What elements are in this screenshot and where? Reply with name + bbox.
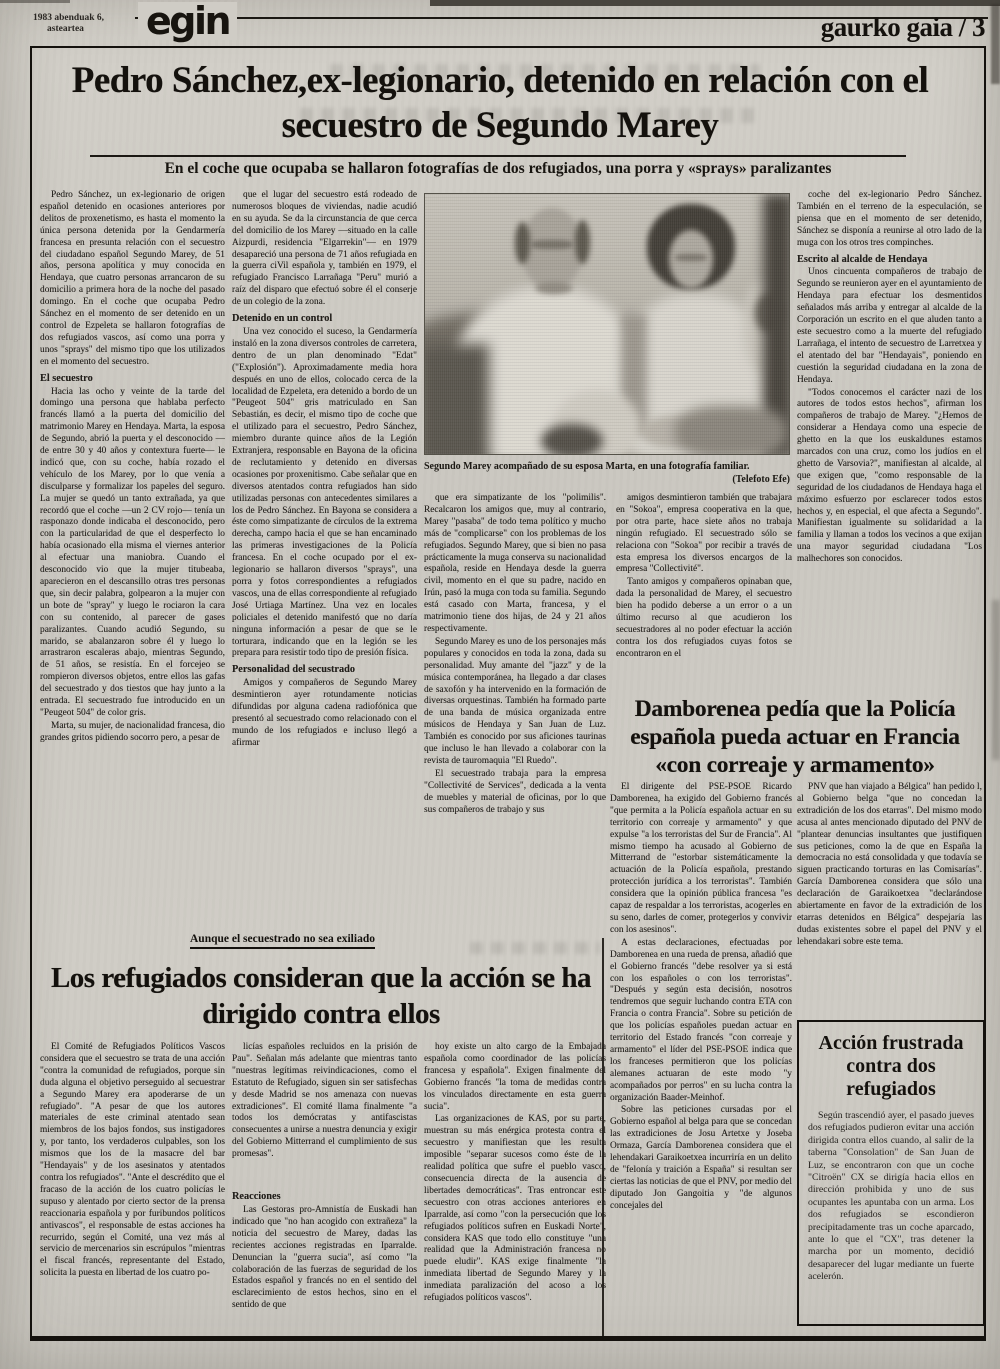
damborenea-column-2: [797, 782, 982, 1010]
scan-artifact-right2: [992, 600, 1000, 760]
paragraph: El dirigente del PSE-PSOE Ricardo Damborenea, ha exigido del Gobierno francés "que permita a la Policía española actuar en su territorio con correaje y armamento" y que expulse "a los terroristas del Sur de Francia". Al mismo tiempo ha acusado al Gobierno de Mitterrand de "estorbar sistemáticamente la actuación de la Policía española, prestando protección jurídica a los terroristas". También considera que la opinión pública francesa "es capaz de respaldar a los terroristas, acogerles en su seno, darles de comer, protegerlos y convivir con los asesinos".: [610, 782, 792, 935]
paragraph: que era simpatizante de los "polimilis". Recalcaron los amigos que, muy al contrario, Marey "pasaba" de todo tema político y mucho más de "complicarse" con los problemas de los refugiados. Segundo Marey, que si bien no pasa prácticamente la muga conserva su nacionalidad española, reside en Hendaya desde la guerra civil, momento en el que su padre, nacido en Irún, pasó la muga con toda su familia. Segundo está casado con Marta, francesa, y el matrimonio tiene dos hijas, de 24 y 21 años respectivamente.: [424, 493, 606, 634]
paragraph: Sobre las peticiones cursadas por el Gobierno español al belga para que se concedan las extradiciones de Josu Artetxe y Joseba Ormaza, García Damborenea considera que el lehendakari Garaikoetxea incurriría en un delito de "felonía y traición a España" si resultan ser ciertas las noticias de que el PNV, por medio del diputado Jon Gangoitia y "de algunos concejales del: [610, 1105, 792, 1211]
lead-column-2: [232, 190, 417, 922]
paragraph: Hacia las ocho y veinte de la tarde del domingo una persona que hablaba perfecto francés llamó a la puerta del domicilio del matrimonio Marey en Hendaya. Marta, la esposa de Segundo, abrió la puerta y el desconocido —de entre 30 y 40 años y contextura fuerte— le indicó que, con su coche, había rozado el vehículo de los Marey, por lo que venía a disculparse y formalizar los papeles del seguro. La mujer se quedó un tanto extrañada, ya que recordó que el coche —un 2 CV rojo— tenía un rasponazo donde indicaba el desconocido, pero con la particularidad de que el desperfecto lo había ocasionado ella misma el viernes anterior al efectuar una maniobra. Cuando el desconocido vio que la mujer titubeaba, aparecieron en el descansillo otras tres personas que, sin decir palabra, golpearon a la mujer con un bote de "spray" y luego le rociaron la cara con su contenido, al parecer de gases paralizantes. Cuando acudió Segundo, su marido, se abalanzaron sobre él y luego lo arrastraron escaleras abajo, mientras Segundo, de 51 años, se resistía. En el forcejeo se rompieron diversos objetos, entre ellos las gafas del secuestrado y dos tiestos que hay junto a la entrada. El secuestrado fue introducido en un "Peugeot 504" de color gris.: [40, 386, 225, 718]
damborenea-column-1: [610, 782, 792, 1334]
paragraph: "Todos conocemos el carácter nazi de los autores de todos estos hechos", afirman los compañeros de trabajo de Marey. "¿Hemos de considerar a Hendaya como una especie de ghetto en la que los euskaldunes estamos marcados con una cruz, como los judíos en el ghetto de Varsovia?", manifiestan al alcalde, al que exigen que, "como responsable de la seguridad de los ciudadanos de Hendaya haga el máximo esfuerzo por esclarecer todos estos hechos y, en especial, el que afecta a Segundo". Manifiestan igualmente su solidaridad a la familia y llaman a todos los vecinos a que exijan una mayor seguridad ciudadana "Los malhechores son conocidos.: [797, 387, 982, 565]
paragraph: PNV que han viajado a Bélgica" han pedido l, al Gobierno belga "que no concedan la extradición de los dos etarras". Del mismo modo acusa al antes mencionado diputado del PNV de "plantear denuncias insultantes que justifiquen sus peticiones, como la de que en España la democracia no está consolidada y que todavía se siguen practicando torturas en las Comisarías". García Damborenea considera que sólo una declaración de Garaikoetxea "declarándose abiertamente en favor de la extradición de los etarras detenidos en Bélgica" despejaría las dudas existentes sobre el papel del PNV y el lehendakari sobre este tema.: [797, 782, 982, 947]
subhead-rule: [90, 155, 906, 157]
subhead-detenido-control: Detenido en un control: [232, 313, 333, 325]
subhead-el-secuestro: El secuestro: [40, 372, 93, 384]
lead-column-4: [616, 493, 792, 689]
scan-artifact-corner: [0, 0, 70, 3]
paragraph: hoy existe un alto cargo de la Embajada española como coordinador de las policías francesa y española". Exigen finalmente del Gobierno francés "la toma de medidas contra los vinculados directamente en esta guerra sucia".: [424, 1042, 606, 1112]
lead-column-5: [797, 190, 982, 690]
paragraph: Marta, su mujer, de nacionalidad francesa, dio grandes gritos pidiendo socorro pero, a pesar de: [40, 720, 225, 743]
photo-caption: Segundo Marey acompañado de su esposa Marta, en una fotografía familiar.: [424, 461, 750, 472]
ink-bleed: [470, 942, 600, 954]
refugees-column-1: [40, 1042, 225, 1334]
refugees-column-3: [424, 1042, 606, 1334]
paragraph: que el lugar del secuestro está rodeado de numerosos bloques de viviendas, nadie acudió en su ayuda. Se da la circunstancia de que cerca del domicilio de los Marey —situado en la calle Aizpurdi, residencia "Elgarrekin"— en 1979 desapareció una persona de 71 años refugiada en la guerra ciVil española y, también en 1979, el refugiado Francisco Larrañaga "Peru" murió a raíz del disparo que efectuó sobre él el conserje de un colegio de la zona.: [232, 190, 417, 308]
lead-column-1: [40, 190, 225, 922]
paragraph: amigos desmintieron también que trabajara en "Sokoa", empresa cooperativa en la que, por otra parte, hace siete años no trabaja ningún refugiado. El secuestrado sólo se relaciona con "Sokoa" por recibir a través de esta empresa los diversos encargos de la empresa "Collectivité".: [616, 493, 792, 575]
paragraph: Las Gestoras pro-Amnistía de Euskadi han indicado que "no han acogido con extrañeza" la noticia del secuestro de Marey, dadas las recientes acciones registradas en Iparralde. Denuncian la "guerra sucia", así como "la colaboración de las fuerzas de seguridad de los Estados español y francés no en el sentido del esclarecimiento de estos hechos, sino en el sentido de que: [232, 1204, 417, 1311]
photo-credit: (Telefoto Efe): [732, 474, 790, 485]
paragraph: Las organizaciones de KAS, por su parte, muestran su más enérgica protesta contra el secuestro y manifiestan que les resulta imposible "separar sucesos como éste de la realidad política que sufre el pueblo vasco, consecuencia directa de la ausencia de libertades democráticas". Tras entroncar este secuestro con otras acciones anteriores en Iparralde, así como "con la persecución que los refugiados políticos sufren en Euskadi Norte", considera KAS que todo ello constituye "una realidad que la Administración francesa no puede eludir". KAS exige finalmente "la inmediata libertad de Segundo Marey y la inmediata paralización del acoso a los refugiados políticos vascos".: [424, 1114, 606, 1304]
paragraph: Según trascendió ayer, el pasado jueves dos refugiados pudieron evitar una acción dirigida contra ellos cuando, al salir de la taberna "Consolation" de San Juan de Luz, se encontraron con que un coche "Citroën" CX se dirigía hacia ellos en dirección prohibida y uno de sus ocupantes les apuntaba con un arma. Los dos refugiados se escondieron precipitadamente tras un coche aparcado, ante lo que el "CX", tras detener la marcha por un momento, decidió desaparecer del lugar mediante un fuerte acelerón.: [808, 1110, 974, 1283]
refugees-kicker: Aunque el secuestrado no sea exiliado: [190, 933, 375, 949]
subhead-personalidad: Personalidad del secustrado: [232, 664, 355, 676]
masthead-date: [33, 13, 143, 34]
paragraph: Amigos y compañeros de Segundo Marey desmintieron ayer rotundamente noticias difundidas por alguna cadena radiofónica que presentó al secuestrado como relacionado con el mundo de los refugiados e incluso llegó a afirmar: [232, 678, 417, 748]
paragraph: licías españoles recluidos en la prisión de Pau". Señalan más adelante que mientras tanto "nuestras legítimas reivindicaciones, como el Estatuto de Refugiado, siguen sin ser satisfechas y desde Madrid se nos amenaza con nuevas extradiciones". El comité llama finalmente "a todos los demócratas y antifascistas consecuentes a unirse a nuestra denuncia y exigir del Gobierno Mitterrand el cumplimiento de sus promesas".: [232, 1042, 417, 1160]
subhead-escrito-alcalde: Escrito al alcalde de Hendaya: [797, 253, 928, 265]
date-line1: 1983 abenduak 6,: [33, 13, 105, 23]
damborenea-headline: Damborenea pedía que la Policía española pueda actuar en Francia «con correaje y armamento»: [630, 696, 960, 778]
refugees-column-2: [232, 1042, 417, 1334]
family-photo: [424, 193, 790, 455]
paragraph: Pedro Sánchez, un ex-legionario de origen español detenido en ocasiones anteriores por delitos de proxenetismo, es hasta el momento la única persona detenida por la Gendarmería francesa en presunta relación con el secuestro del ciudadano español Segundo Marey, de 51 años, persona apolítica y muy conocida en Hendaya, que cuatro personas arrancaron de su domicilio a primera hora de la noche del pasado domingo. En el coche que ocupaba Pedro Sánchez en el momento de ser detenido en un control de Ezpeleta se hallaron fotografías de dos refugiados vascos, así como una porra y unos "sprays" del mismo tipo que los utilizados en el momento del secuestro.: [40, 190, 225, 367]
paragraph: A estas declaraciones, efectuadas por Damborenea en una rueda de prensa, añadió que el Gobierno francés "debe resolver ya si está con los españoles o con los terroristas". "Después y según esta decisión, nosotros tendremos que seguir luchando contra ETA con Francia o contra Francia". Sobre su petición de que los policías españoles puedan actuar en territorio del Estado francés "con correaje y armamento" el líder del PSE-PSOE indica que los franceses permitieron que los policías alemanes actuaran de este modo "y acompañados por perros" en su lucha contra la organización Baader-Meinhof.: [610, 937, 792, 1103]
lead-subhead: En el coche que ocupaba se hallaron fotografías de dos refugiados, una porra y «sprays» paralizantes: [164, 160, 832, 177]
paragraph: Una vez conocido el suceso, la Gendarmería instaló en la zona diversos controles de carretera, dentro de un plan denominado "Edat" ("Explosión"). Aproximadamente media hora después en uno de ellos, colocado cerca de la localidad de Ezpeleta, era detenido a bordo de un "Peugeot 504" gris matriculado en San Sebastián, es decir, el mismo tipo de coche que el utilizado para el secuestro, Pedro Sánchez, miembro durante quince años de la Legión Extranjera, responsable en Bayona de la oficina de reclutamiento y detenido en diversas ocasiones por proxenitismo. Cabe señalar que en diversos atentados contra refugiados han sido utilizadas personas con antecedentes similares a los de Pedro Sánchez. En Bayona se considera a éste como simpatizante de círculos de la extrema derecha, campo hacia el que se han encaminado las primeras investigaciones de la Policía francesa. En el coche ocupado por el ex-legionario se hallaron diversos "sprays", una porra y fotos correspondientes a refugiados vascos, una de ellas correspondiente al refugiado José Urtiaga Martínez. Una vez en locales policiales el detenido manifestó que no daría ninguna información a pesar de que se le torturara, indicando que en la legión se les prepara para resistir todo tipo de presión física.: [232, 326, 417, 659]
sidebox-headline: Acción frustrada contra dos refugiados: [818, 1032, 964, 1100]
newspaper-logo: egin: [138, 2, 237, 40]
photo-grain: [425, 194, 790, 455]
date-line2: asteartea: [47, 23, 84, 34]
lead-headline: Pedro Sánchez,ex-legionario, detenido en relación con el secuestro de Segundo Marey: [71, 60, 929, 146]
paragraph: El secuestrado trabaja para la empresa "Collectivité de Services", dedicada a la venta de muebles y material de oficinas, por lo que sus compañeros de trabajo y sus: [424, 768, 606, 815]
paragraph: Tanto amigos y compañeros opinaban que, dada la personalidad de Marey, el secuestro bien ha podido deberse a un error o a un último recurso al que acudieron los secuestradores al no poder efectuar la acción contra los dos refugiados cuyas fotos se encontraron en el: [616, 577, 792, 659]
lead-column-3: [424, 493, 606, 917]
paragraph: El Comité de Refugiados Políticos Vascos considera que el secuestro se trata de una acción "contra la comunidad de refugiados, porque sin duda alguna el objetivo perseguido al secuestrar a Segundo Marey era apoderarse de un refugiado". "A pesar de que los autores materiales de este criminal atentado sean miembros de los bajos fondos, sus instigadores y, por tanto, los verdaderos culpables, son los mismos que los de la masacre del bar "Hendayais" y de los asesinatos y atentados contra los refugiados". "Ante el descrédito que el fracaso de la acción de los cuatro policías le supuso y alentado por cierto sector de la prensa reaccionaria española y por furibundos políticos antivascos", el responsable de estas acciones ha recurrido, según el Comité, una vez más al servicio de mercenarios sin escrúpulos "mientras el fiscal francés, representante del Estado, solicita la puesta en libertad de los cuatro po-: [40, 1042, 225, 1279]
section-label: gaurko gaia / 3: [820, 12, 985, 42]
scan-artifact-top: [430, 0, 1000, 6]
refugees-headline: Los refugiados consideran que la acción se ha dirigido contra ellos: [50, 962, 592, 1030]
subhead-reacciones: Reacciones: [232, 1191, 281, 1203]
scan-artifact-right: [991, 4, 1000, 84]
paragraph: Segundo Marey es uno de los personajes más populares y conocidos en toda la zona, dada su personalidad. Muy amante del "jazz" y de la música contemporánea, ha llegado a dar clases de saxofón y ha intervenido en la formación de diversas orquestinas. También ha formado parte de una banda de música organizada entre músicos de Hendaya y San Juan de Luz. También es conocido por sus aficiones taurinas que incluso le han llevado a colaborar con la revista de tauromaquia "El Ruedo".: [424, 636, 606, 766]
paragraph: Unos cincuenta compañeros de trabajo de Segundo se reunieron ayer en el ayuntamiento de Hendaya para efectuar los desmentidos señalados más arriba y entregar al alcalde de la Corporación un escrito en el que aluden tanto a este secuestro como a la muerte del refugiado Larrañaga, el intento de secuestro de Larretxea y el atentado del bar "Hendayais", poniendo en cuestión la seguridad ciudadana en la zona de Hendaya.: [797, 267, 982, 385]
sidebox-accion-frustrada: [797, 1020, 985, 1326]
paragraph: coche del ex-legionario Pedro Sánchez. También en el terreno de la especulación, se piensa que en el momento de ser detenido, Sánchez se disponía a reunirse al otro lado de la muga con los otros tres compinches.: [797, 190, 982, 248]
